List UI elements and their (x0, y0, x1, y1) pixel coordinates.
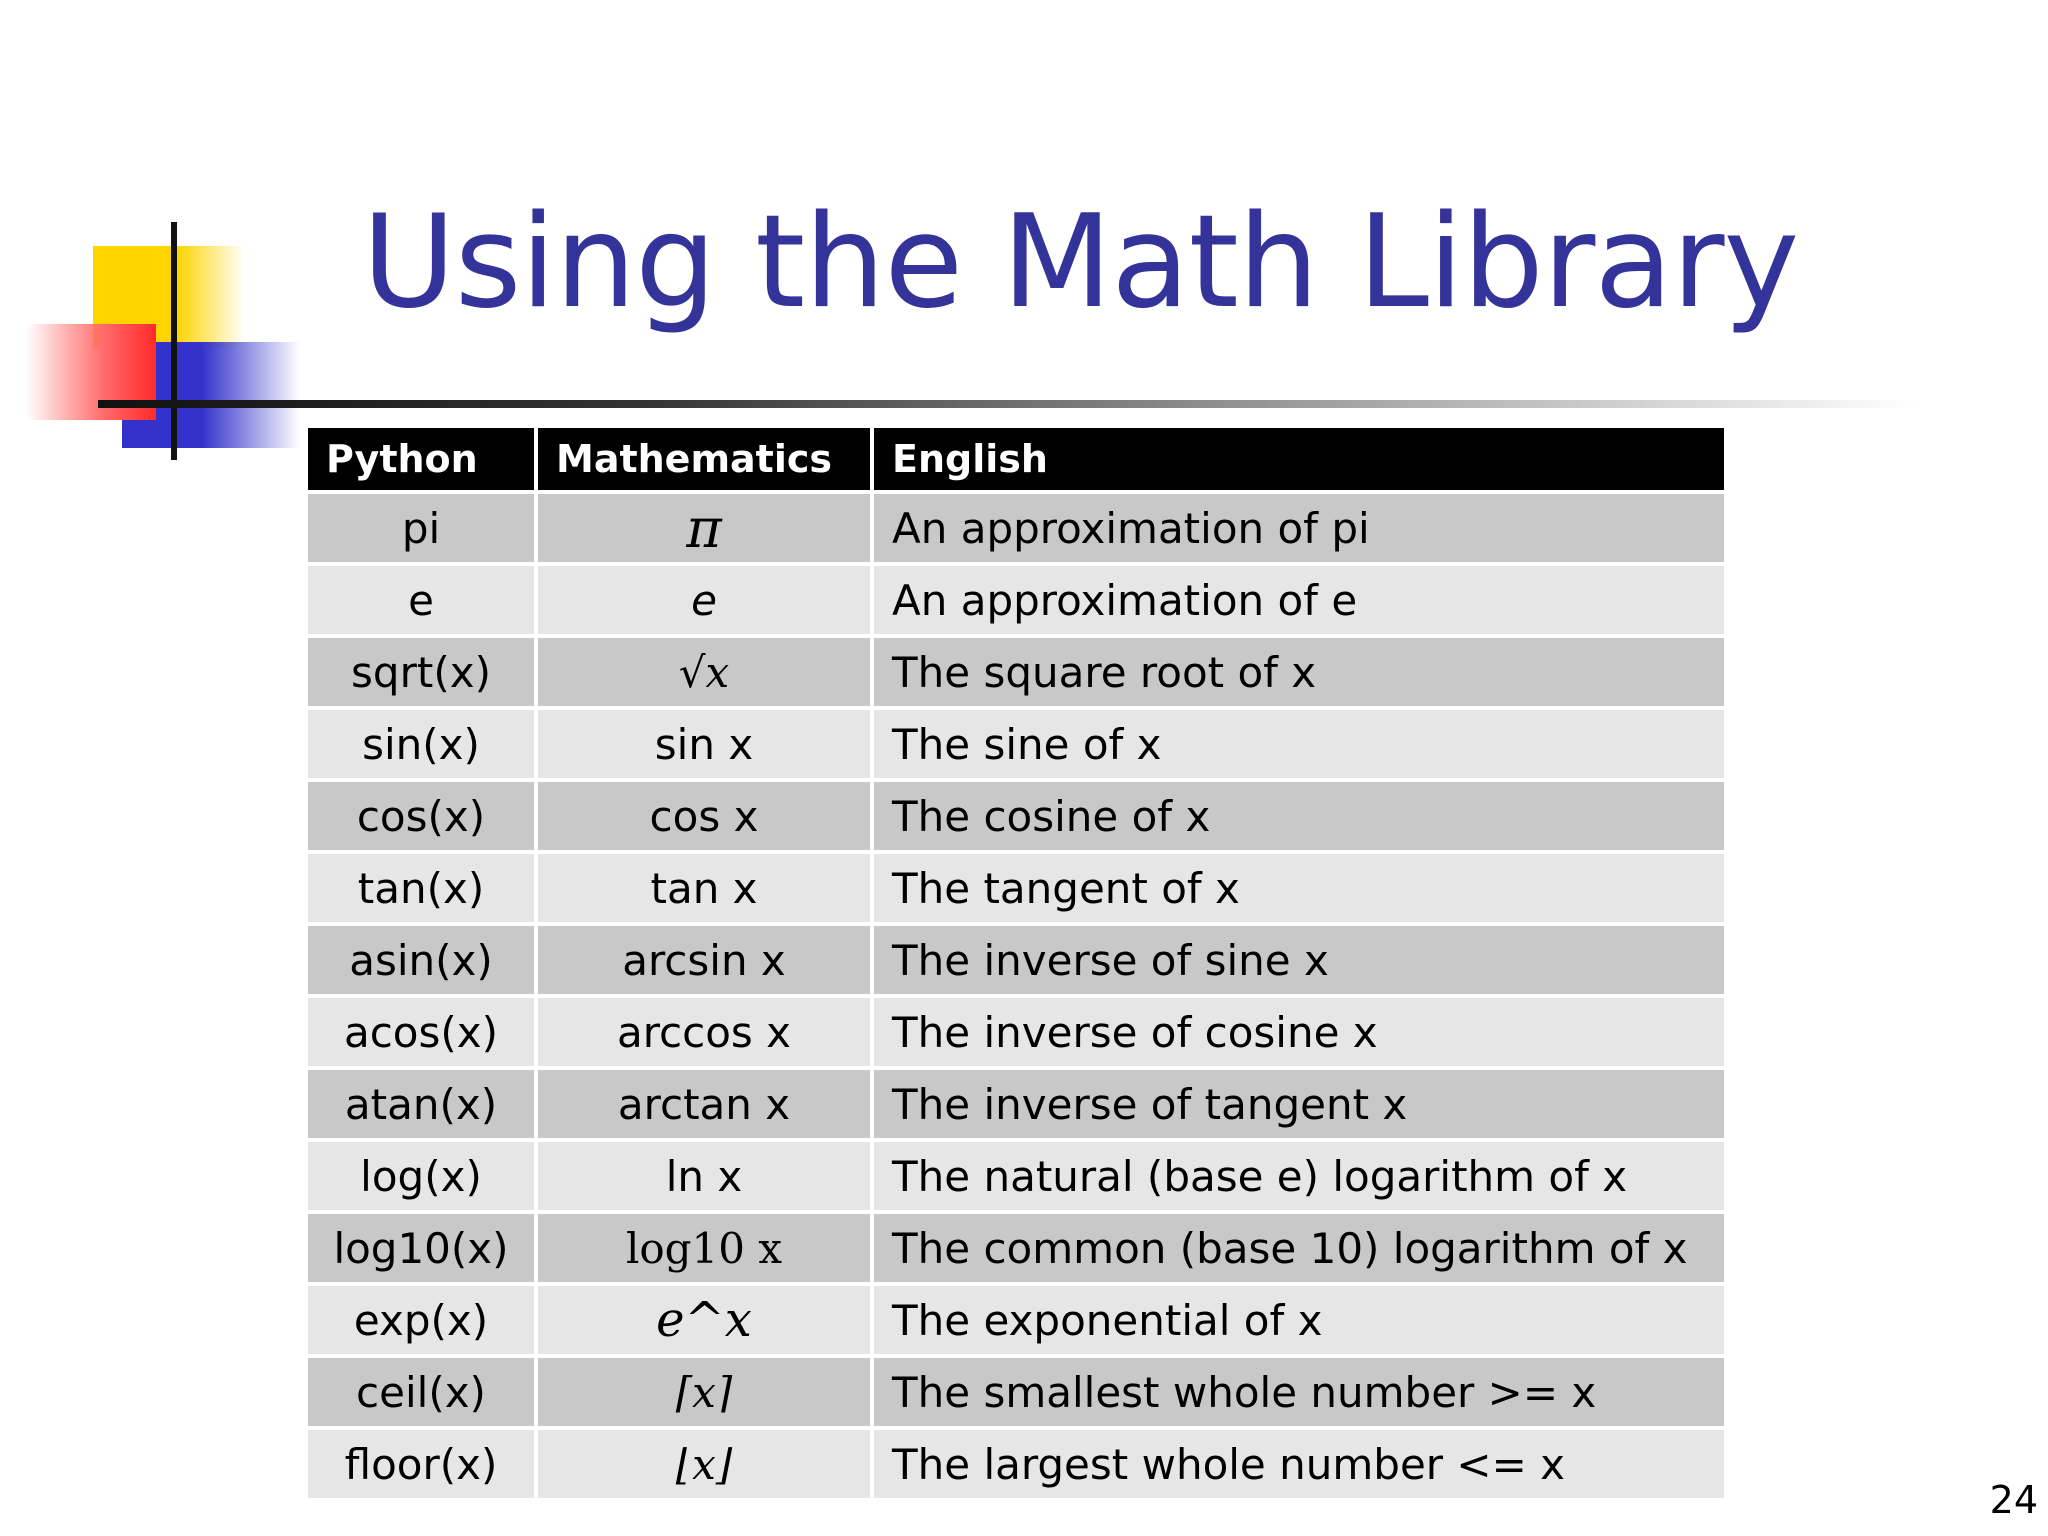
python-cell: acos(x) (308, 998, 534, 1066)
math-cell (538, 638, 870, 706)
slide-title: Using the Math Library (362, 188, 1799, 337)
python-cell: ceil(x) (308, 1358, 534, 1426)
python-cell: exp(x) (308, 1286, 534, 1354)
table-row (308, 1286, 1724, 1354)
english-cell: An approximation of e (874, 566, 1724, 634)
english-cell: The tangent of x (874, 854, 1724, 922)
header-mathematics: Mathematics (538, 428, 870, 490)
math-expression: π (686, 496, 722, 560)
english-cell: The largest whole number <= x (874, 1430, 1724, 1498)
python-cell: sqrt(x) (308, 638, 534, 706)
table-row (308, 494, 1724, 562)
table-row (308, 854, 1724, 922)
math-cell (538, 1430, 870, 1498)
english-cell: The exponential of x (874, 1286, 1724, 1354)
english-cell: An approximation of pi (874, 494, 1724, 562)
math-expression: log10 x (625, 1223, 783, 1273)
python-cell: e (308, 566, 534, 634)
table-row (308, 998, 1724, 1066)
page-number: 24 (1989, 1478, 2038, 1522)
math-cell: arctan x (538, 1070, 870, 1138)
math-cell: cos x (538, 782, 870, 850)
table-row (308, 1142, 1724, 1210)
math-expression: ⌊x⌋ (675, 1439, 733, 1489)
math-functions-table (304, 424, 1728, 1502)
english-cell: The inverse of tangent x (874, 1070, 1724, 1138)
table-row (308, 566, 1724, 634)
math-expression: e (691, 575, 717, 625)
table-row (308, 1070, 1724, 1138)
table-row (308, 710, 1724, 778)
english-cell: The square root of x (874, 638, 1724, 706)
python-cell: atan(x) (308, 1070, 534, 1138)
math-cell (538, 1286, 870, 1354)
english-cell: The smallest whole number >= x (874, 1358, 1724, 1426)
english-cell: The inverse of sine x (874, 926, 1724, 994)
table-row (308, 1214, 1724, 1282)
math-cell: arccos x (538, 998, 870, 1066)
english-cell: The sine of x (874, 710, 1724, 778)
python-cell: cos(x) (308, 782, 534, 850)
python-cell: pi (308, 494, 534, 562)
math-expression: e^x (656, 1292, 752, 1348)
english-cell: The cosine of x (874, 782, 1724, 850)
english-cell: The inverse of cosine x (874, 998, 1724, 1066)
math-cell: tan x (538, 854, 870, 922)
python-cell: log10(x) (308, 1214, 534, 1282)
table-row (308, 638, 1724, 706)
python-cell: log(x) (308, 1142, 534, 1210)
header-python: Python (308, 428, 534, 490)
table-row (308, 1430, 1724, 1498)
math-cell (538, 1358, 870, 1426)
python-cell: sin(x) (308, 710, 534, 778)
math-cell (538, 494, 870, 562)
logo-vertical-line (171, 222, 177, 460)
slide-logo-decoration (0, 0, 320, 480)
table-header-row (308, 428, 1724, 490)
math-cell (538, 566, 870, 634)
math-cell (538, 1214, 870, 1282)
python-cell: tan(x) (308, 854, 534, 922)
python-cell: floor(x) (308, 1430, 534, 1498)
english-cell: The common (base 10) logarithm of x (874, 1214, 1724, 1282)
python-cell: asin(x) (308, 926, 534, 994)
math-expression: ⌈x⌉ (675, 1367, 733, 1417)
table-row (308, 782, 1724, 850)
header-english: English (874, 428, 1724, 490)
english-cell: The natural (base e) logarithm of x (874, 1142, 1724, 1210)
table-row (308, 926, 1724, 994)
math-expression: √x (678, 647, 730, 697)
table-row (308, 1358, 1724, 1426)
math-cell: arcsin x (538, 926, 870, 994)
title-underline-rule (98, 400, 1918, 408)
math-cell: ln x (538, 1142, 870, 1210)
math-cell: sin x (538, 710, 870, 778)
